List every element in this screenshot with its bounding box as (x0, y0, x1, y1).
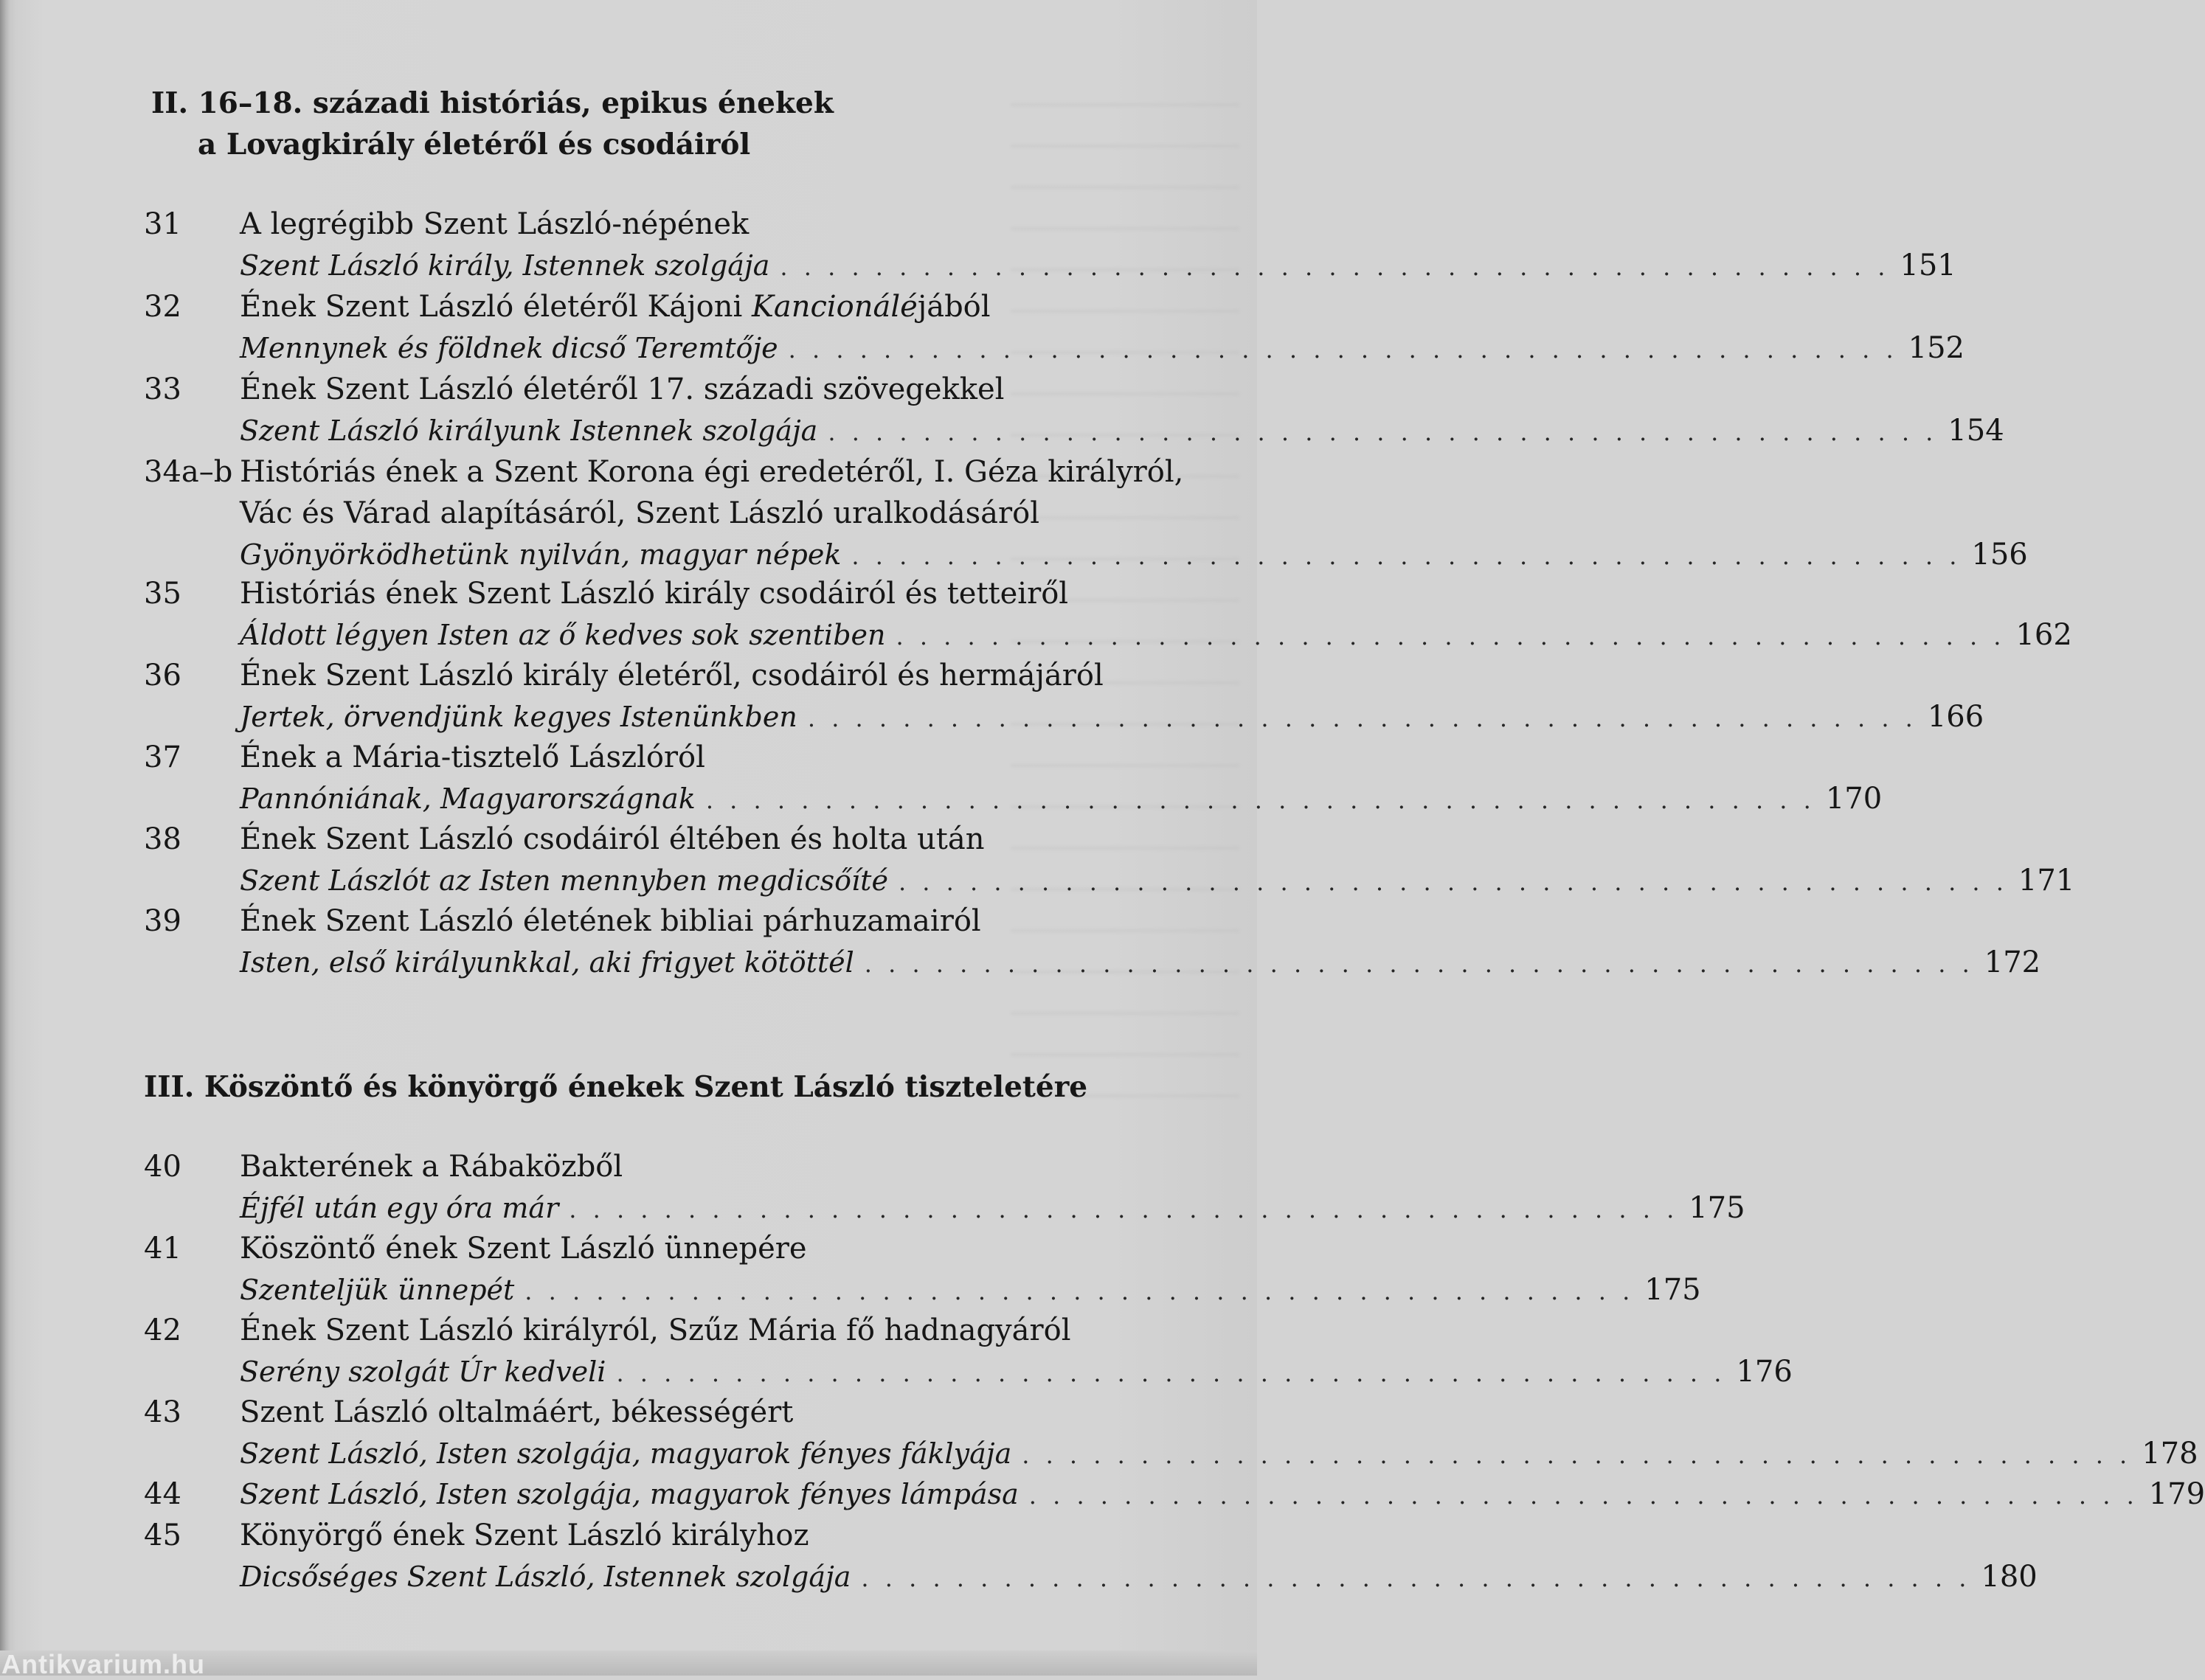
section-heading-iii: III. Köszöntő és könyörgő énekek Szent László tiszteletére (144, 1070, 1088, 1104)
entry-incipit: Dicsőséges Szent László, Istennek szolgája (240, 1561, 851, 1593)
entry-number: 40 (144, 1150, 181, 1184)
entry-page-number: 170 (1825, 782, 1883, 816)
entry-subtitle-row (240, 778, 1883, 821)
entry-title: Könyörgő ének Szent László királyhoz (240, 1518, 809, 1552)
entry-incipit: Mennynek és földnek dicső Teremtője (240, 332, 778, 364)
entry-number: 37 (144, 740, 181, 774)
page-edge (0, 0, 10, 1676)
entry-title: Ének Szent László életének bibliai párhuzamairól (240, 904, 981, 938)
entry-subtitle-row (240, 614, 2072, 657)
dot-leader: . . . . . . . . . . . . . . . . . . . . . . . . . . . . . . . . . . . . . . . . . . . . . . . (569, 1195, 1679, 1223)
dot-leader: . . . . . . . . . . . . . . . . . . . . . . . . . . . . . . . . . . . . . . . . . . . . . . . (828, 418, 1938, 446)
entry-number: 35 (144, 577, 181, 611)
entry-title: Históriás ének Szent László király csodáiról és tetteiről (240, 577, 1069, 611)
entry-incipit: Szenteljük ünnepét (240, 1274, 515, 1306)
entry-title-line1: Históriás ének a Szent Korona égi eredetéről, I. Géza királyról, (240, 455, 1184, 489)
entry-title: Ének Szent László csodáiról éltében és holta után (240, 822, 985, 856)
entry-title: Bakterének a Rábaközből (240, 1150, 623, 1184)
entry-title: Köszöntő ének Szent László ünnepére (240, 1232, 807, 1266)
entry-page-number: 175 (1644, 1273, 1701, 1307)
entry-subtitle-row (240, 696, 1984, 739)
dot-leader: . . . . . . . . . . . . . . . . . . . . . . . . . . . . . . . . . . . . . . . . . . . . . . . (807, 704, 1917, 732)
section-heading-ii-line1: II. 16–18. századi históriás, epikus énekek (151, 86, 834, 120)
entry-incipit: Gyönyörködhetünk nyilván, magyar népek (240, 538, 842, 571)
entry-subtitle-row (240, 860, 2075, 903)
entry-number: 42 (144, 1313, 181, 1347)
section-heading-ii (151, 83, 834, 124)
entry-subtitle-row (240, 1474, 2205, 1516)
dot-leader: . . . . . . . . . . . . . . . . . . . . . . . . . . . . . . . . . . . . . . . . . . . . . . . (616, 1359, 1726, 1387)
entry-page-number: 178 (2142, 1437, 2198, 1471)
entry-page-number: 180 (1981, 1560, 2038, 1594)
entry-subtitle-row (240, 1269, 1701, 1312)
entry-subtitle-row (240, 942, 2041, 985)
entry-incipit: Szent László, Isten szolgája, magyarok fényes lámpása (240, 1478, 1019, 1510)
entry-number: 32 (144, 290, 181, 324)
entry-page-number: 176 (1736, 1355, 1793, 1389)
dot-leader: . . . . . . . . . . . . . . . . . . . . . . . . . . . . . . . . . . . . . . . . . . . . . . . (851, 542, 1962, 570)
entry-incipit: Jertek, örvendjünk kegyes Istenünkben (240, 701, 797, 733)
entry-incipit: Áldott légyen Isten az ő kedves sok szentiben (240, 619, 886, 651)
section-heading-ii-line2: a Lovagkirály életéről és csodáiról (198, 128, 751, 162)
dot-leader: . . . . . . . . . . . . . . . . . . . . . . . . . . . . . . . . . . . . . . . . . . . . . . . (788, 336, 1898, 364)
dot-leader: . . . . . . . . . . . . . . . . . . . . . . . . . . . . . . . . . . . . . . . . . . . . . . . (1022, 1441, 2132, 1469)
entry-number: 34a–b (144, 455, 233, 489)
entry-page-number: 179 (2148, 1477, 2205, 1511)
entry-subtitle-row (240, 327, 1965, 370)
entry-title: Ének Szent László király életéről, csodáiról és hermájáról (240, 659, 1104, 693)
entry-number: 45 (144, 1518, 181, 1552)
watermark: Antikvarium.hu (1, 1649, 206, 1679)
entry-number: 39 (144, 904, 181, 938)
entry-title: Ének Szent László életéről 17. századi szövegekkel (240, 372, 1005, 406)
entry-incipit: Serény szolgát Úr kedveli (240, 1356, 606, 1388)
dot-leader: . . . . . . . . . . . . . . . . . . . . . . . . . . . . . . . . . . . . . . . . . . . . . . . (896, 622, 2006, 650)
entry-incipit: Szent Lászlót az Isten mennyben megdicsőíté (240, 864, 888, 897)
entry-number: 41 (144, 1232, 181, 1266)
entry-incipit: Szent László, Isten szolgája, magyarok fényes fáklyája (240, 1437, 1012, 1470)
entry-number: 33 (144, 372, 181, 406)
entry-page-number: 172 (1984, 945, 2041, 979)
entry-incipit: Isten, első királyunkkal, aki frigyet kötöttél (240, 946, 854, 979)
entry-page-number: 154 (1948, 414, 2004, 448)
entry-subtitle-row (240, 245, 1956, 288)
entry-subtitle-row (240, 1351, 1793, 1394)
dot-leader: . . . . . . . . . . . . . . . . . . . . . . . . . . . . . . . . . . . . . . . . . . . . . . . (898, 868, 2008, 896)
entry-title: Ének Szent László életéről Kájoni Kancionáléjából (240, 290, 991, 324)
entry-number: 43 (144, 1395, 181, 1429)
dot-leader: . . . . . . . . . . . . . . . . . . . . . . . . . . . . . . . . . . . . . . . . . . . . . . . (1028, 1482, 2139, 1510)
entry-title: Ének Szent László királyról, Szűz Mária fő hadnagyáról (240, 1313, 1071, 1347)
entry-page-number: 175 (1689, 1191, 1745, 1225)
dot-leader: . . . . . . . . . . . . . . . . . . . . . . . . . . . . . . . . . . . . . . . . . . . . . . . (861, 1564, 1971, 1592)
entry-subtitle-row (240, 410, 2004, 453)
entry-incipit: Pannóniának, Magyarországnak (240, 782, 696, 815)
entry-page-number: 156 (1971, 538, 2028, 572)
entry-incipit: Éjfél után egy óra már (240, 1192, 559, 1224)
entry-subtitle-row (240, 1556, 2038, 1599)
entry-page-number: 171 (2018, 864, 2075, 898)
entry-page-number: 166 (1927, 700, 1984, 734)
entry-number: 38 (144, 822, 181, 856)
dot-leader: . . . . . . . . . . . . . . . . . . . . . . . . . . . . . . . . . . . . . . . . . . . . . . . (864, 950, 1974, 978)
entry-title-line2: Vác és Várad alapításáról, Szent László uralkodásáról (240, 496, 1040, 530)
entry-incipit: Szent László király, Istennek szolgája (240, 249, 770, 282)
dot-leader: . . . . . . . . . . . . . . . . . . . . . . . . . . . . . . . . . . . . . . . . . . . . . . . (780, 253, 1890, 281)
entry-page-number: 162 (2015, 618, 2072, 652)
dot-leader: . . . . . . . . . . . . . . . . . . . . . . . . . . . . . . . . . . . . . . . . . . . . . . . (705, 786, 1815, 814)
entry-number: 44 (144, 1477, 181, 1511)
entry-subtitle-row (240, 1187, 1745, 1230)
entry-page-number: 151 (1900, 249, 1956, 282)
dot-leader: . . . . . . . . . . . . . . . . . . . . . . . . . . . . . . . . . . . . . . . . . . . . . . . (525, 1277, 1635, 1305)
entry-title: Ének a Mária-tisztelő Lászlóról (240, 740, 705, 774)
entry-title: Szent László oltalmáért, békességért (240, 1395, 794, 1429)
entry-number: 36 (144, 659, 181, 693)
entry-page-number: 152 (1908, 331, 1965, 365)
entry-incipit: Szent László királyunk Istennek szolgája (240, 414, 818, 447)
entry-number: 31 (144, 207, 181, 241)
entry-subtitle-row (240, 1433, 2198, 1476)
entry-subtitle-row (240, 534, 2028, 577)
entry-title: A legrégibb Szent László-népének (240, 207, 750, 241)
